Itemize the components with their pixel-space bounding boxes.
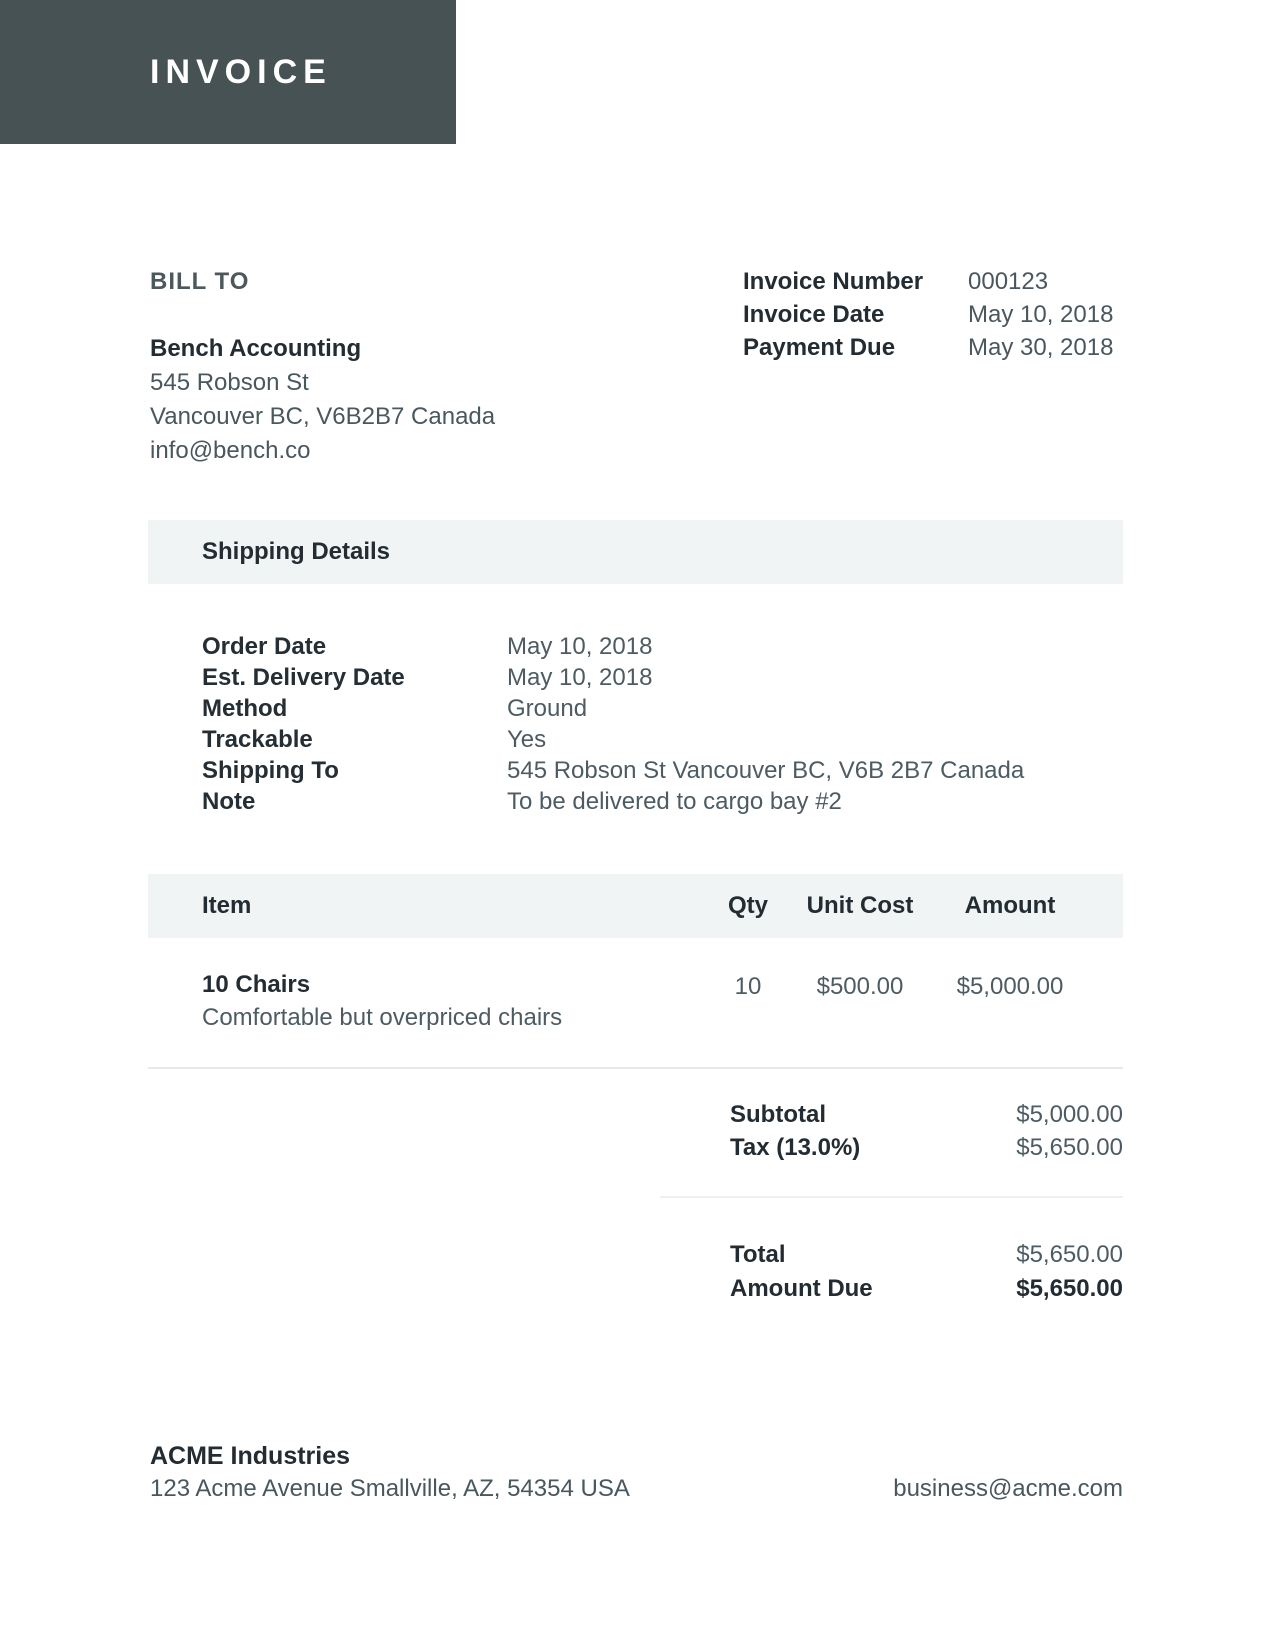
bill-to-address-line2: Vancouver BC, V6B2B7 Canada (150, 403, 496, 430)
order-date-value: May 10, 2018 (507, 632, 653, 660)
item-name: 10 Chairs (202, 971, 311, 998)
invoice-banner (0, 0, 456, 144)
item-row (202, 968, 562, 1034)
invoice-number-value: 000123 (968, 267, 1049, 295)
shipping-row-order-date (202, 631, 1024, 662)
shipping-section-header (148, 520, 1123, 584)
bill-to-block (150, 332, 495, 468)
shipping-section-title: Shipping Details (202, 538, 391, 565)
bill-to-name: Bench Accounting (150, 335, 362, 362)
shipping-to-value: 545 Robson St Vancouver BC, V6B 2B7 Canada (507, 756, 1025, 784)
order-date-label: Order Date (202, 632, 327, 660)
amount-column-header: Amount (964, 892, 1056, 919)
shipping-to-label: Shipping To (202, 756, 339, 784)
invoice-date-label: Invoice Date (743, 300, 885, 328)
shipping-row-method (202, 693, 1024, 724)
item-amount: $5,000.00 (956, 973, 1064, 1000)
invoice-date-value: May 10, 2018 (968, 300, 1114, 328)
delivery-date-value: May 10, 2018 (507, 663, 653, 691)
totals-divider (660, 1196, 1123, 1198)
payment-due-label: Payment Due (743, 333, 896, 361)
item-column-header: Item (202, 892, 252, 919)
trackable-label: Trackable (202, 725, 313, 753)
invoice-meta (743, 265, 1113, 364)
item-unit-cost: $500.00 (816, 973, 904, 1000)
item-table-divider (148, 1067, 1123, 1069)
method-label: Method (202, 694, 288, 722)
bill-to-label: BILL TO (150, 268, 250, 295)
footer-company-address: 123 Acme Avenue Smallville, AZ, 54354 USA (150, 1475, 630, 1502)
tax-label: Tax (13.0%) (730, 1134, 861, 1161)
footer-company-name: ACME Industries (150, 1442, 351, 1470)
shipping-row-shipping-to (202, 755, 1024, 786)
invoice-title: INVOICE (150, 53, 332, 91)
item-table-header (148, 874, 1123, 938)
invoice-number-label: Invoice Number (743, 267, 924, 295)
note-value: To be delivered to cargo bay #2 (507, 787, 842, 815)
shipping-details (202, 631, 1024, 817)
payment-due-row (743, 331, 1113, 364)
note-label: Note (202, 787, 256, 815)
subtotal-value: $5,000.00 (1016, 1101, 1123, 1128)
trackable-value: Yes (507, 725, 547, 753)
payment-due-value: May 30, 2018 (968, 333, 1114, 361)
unit-cost-column-header: Unit Cost (806, 892, 914, 919)
invoice-date-row (743, 298, 1113, 331)
total-value: $5,650.00 (1016, 1241, 1123, 1268)
item-description: Comfortable but overpriced chairs (202, 1004, 563, 1031)
invoice-number-row (743, 265, 1113, 298)
delivery-date-label: Est. Delivery Date (202, 663, 405, 691)
footer-company-email: business@acme.com (893, 1475, 1123, 1502)
method-value: Ground (507, 694, 588, 722)
item-qty: 10 (734, 973, 762, 1000)
total-label: Total (730, 1241, 786, 1268)
bill-to-address-line1: 545 Robson St (150, 369, 309, 396)
shipping-row-delivery-date (202, 662, 1024, 693)
shipping-row-trackable (202, 724, 1024, 755)
qty-column-header: Qty (727, 892, 768, 919)
subtotal-label: Subtotal (730, 1101, 826, 1128)
amount-due-value: $5,650.00 (1016, 1275, 1123, 1302)
amount-due-label: Amount Due (730, 1275, 873, 1302)
shipping-row-note (202, 786, 1024, 817)
bill-to-email: info@bench.co (150, 437, 311, 464)
tax-value: $5,650.00 (1016, 1134, 1123, 1161)
